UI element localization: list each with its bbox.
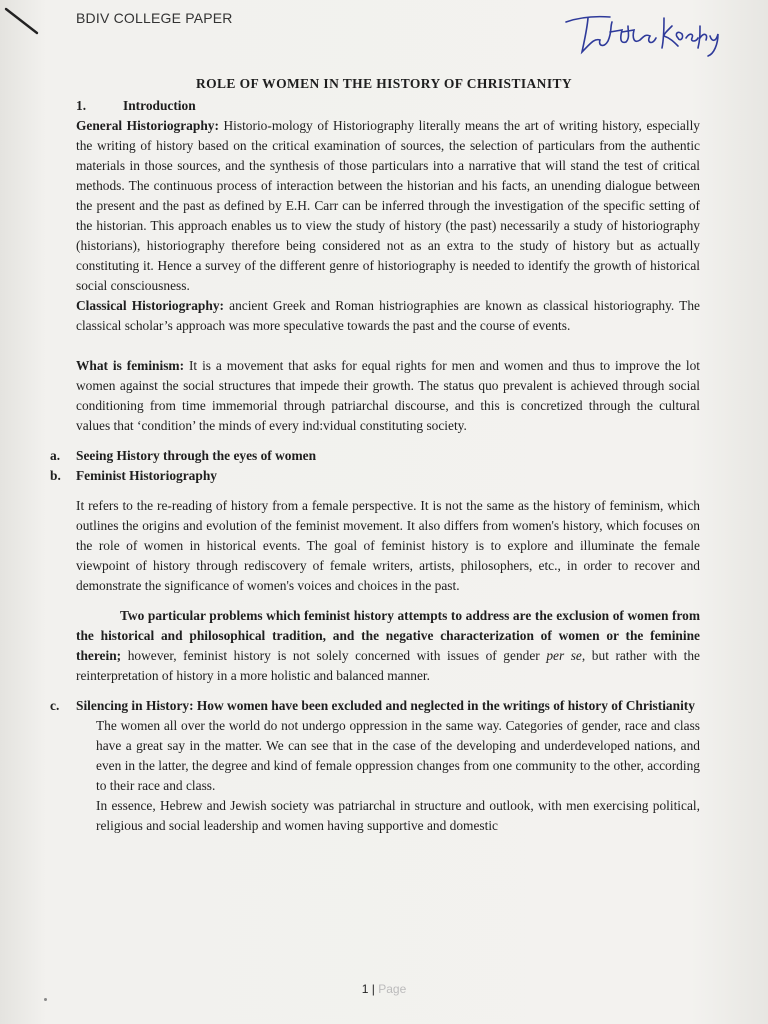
list-heading: Feminist Historiography bbox=[76, 468, 217, 483]
paragraph-text: however, feminist history is not solely concerned with issues of gender bbox=[121, 648, 547, 663]
section-title: Introduction bbox=[123, 98, 196, 113]
problems-paragraph bbox=[76, 606, 700, 686]
handwritten-signature bbox=[560, 8, 730, 60]
page-number: 1 bbox=[361, 982, 369, 996]
classical-historiography-paragraph bbox=[76, 296, 700, 336]
list-item-b bbox=[50, 466, 700, 486]
feminism-paragraph bbox=[76, 356, 700, 436]
list-heading: Silencing in History: How women have been excluded and neglected in the writings of history of Christianity bbox=[76, 698, 695, 713]
italic-term: per se bbox=[546, 648, 582, 663]
list-marker: c. bbox=[50, 698, 60, 713]
bold-statement: Two particular problems which feminist history attempts to address are the exclusion of women from the historical and philosophical tradition, and the negative characterization of women or the feminine therein; bbox=[76, 608, 700, 663]
paragraph-text: ancient Greek and Roman histriographies are known as classical historiography. The classical scholar’s approach was more speculative towards the past and the course of events. bbox=[76, 298, 700, 333]
spacer bbox=[76, 596, 700, 606]
general-historiography-paragraph bbox=[76, 116, 700, 296]
list-heading: Seeing History through the eyes of women bbox=[76, 448, 317, 463]
term-label: What is feminism: bbox=[76, 358, 185, 373]
header-label: BDIV COLLEGE PAPER bbox=[76, 10, 233, 26]
paragraph-text: , but rather with the reinterpretation of history in a more holistic and balanced manner. bbox=[76, 648, 700, 683]
silencing-paragraph-1: The women all over the world do not undergo oppression in the same way. Categories of gender, race and class have a great say in the matter. We can see that in the case of the developing and underdeveloped nations, and even in the latter, the degree and kind of female oppression changes from one community to the other, according to their race and class. bbox=[96, 718, 700, 793]
feminist-historiography-paragraph: It refers to the re-reading of history from a female perspective. It is not the same as the history of feminism, which outlines the origins and evolution of the feminist movement. It also differs from women's history, which focuses on the role of women in historical events. The goal of feminist history is to explore and illuminate the female viewpoint of history through rediscovery of female writers, artists, philosophers, etc., in order to recover and demonstrate the significance of women's voices and choices in the past. bbox=[76, 498, 700, 593]
silencing-paragraph-2: In essence, Hebrew and Jewish society was patriarchal in structure and outlook, with men exercising political, religious and social leadership and women having supportive and domestic bbox=[96, 798, 700, 833]
list-item-a bbox=[50, 446, 700, 466]
margin-dot bbox=[44, 998, 47, 1001]
list-marker: b. bbox=[50, 468, 61, 483]
section-number: 1. bbox=[76, 98, 87, 113]
page-footer bbox=[0, 982, 768, 996]
paragraph-text: It is a movement that asks for equal rights for men and women and thus to improve the lot women against the social structures that impede their growth. The status quo prevalent is achieved through social conditioning from time immemorial through patriarchal discourse, and this is concretized through the cultural values that ‘condition’ the minds of every ind:vidual constituting society. bbox=[76, 358, 700, 433]
page-label: Page bbox=[378, 982, 407, 996]
document-body bbox=[50, 96, 700, 836]
document-title: ROLE OF WOMEN IN THE HISTORY OF CHRISTIANITY bbox=[195, 76, 573, 91]
term-label: General Historiography: bbox=[76, 118, 219, 133]
footer-separator: | bbox=[371, 982, 375, 996]
spacer bbox=[76, 486, 700, 496]
term-label: Classical Historiography: bbox=[76, 298, 224, 313]
spacer bbox=[76, 336, 700, 356]
silencing-section bbox=[76, 716, 700, 836]
list-marker: a. bbox=[50, 448, 61, 463]
paragraph-text: Historio-mology of Historiography literally means the art of writing history, especially the writing of history based on the critical examination of sources, the selection of particulars from the authentic materials in those sources, and the synthesis of those particulars into a narrative that will stand the test of critical methods. The continuous process of interaction between the historian and his facts, an unending dialogue between the present and the past as defined by E.H. Carr can be inferred through the investigation of the specific setting of the historian. This approach enables us to view the study of history (the past) necessarily a study of historiography (historians), historiography therefore being considered not as an extra to the study of history but as actually constituting it. Hence a survey of the different genre of historiography is needed to identify the growth of historical social consciousness. bbox=[76, 118, 700, 293]
spacer bbox=[76, 686, 700, 696]
pen-stroke-mark bbox=[4, 6, 40, 36]
intro-heading bbox=[76, 96, 700, 116]
spacer bbox=[76, 436, 700, 446]
list-item-c bbox=[50, 696, 700, 716]
